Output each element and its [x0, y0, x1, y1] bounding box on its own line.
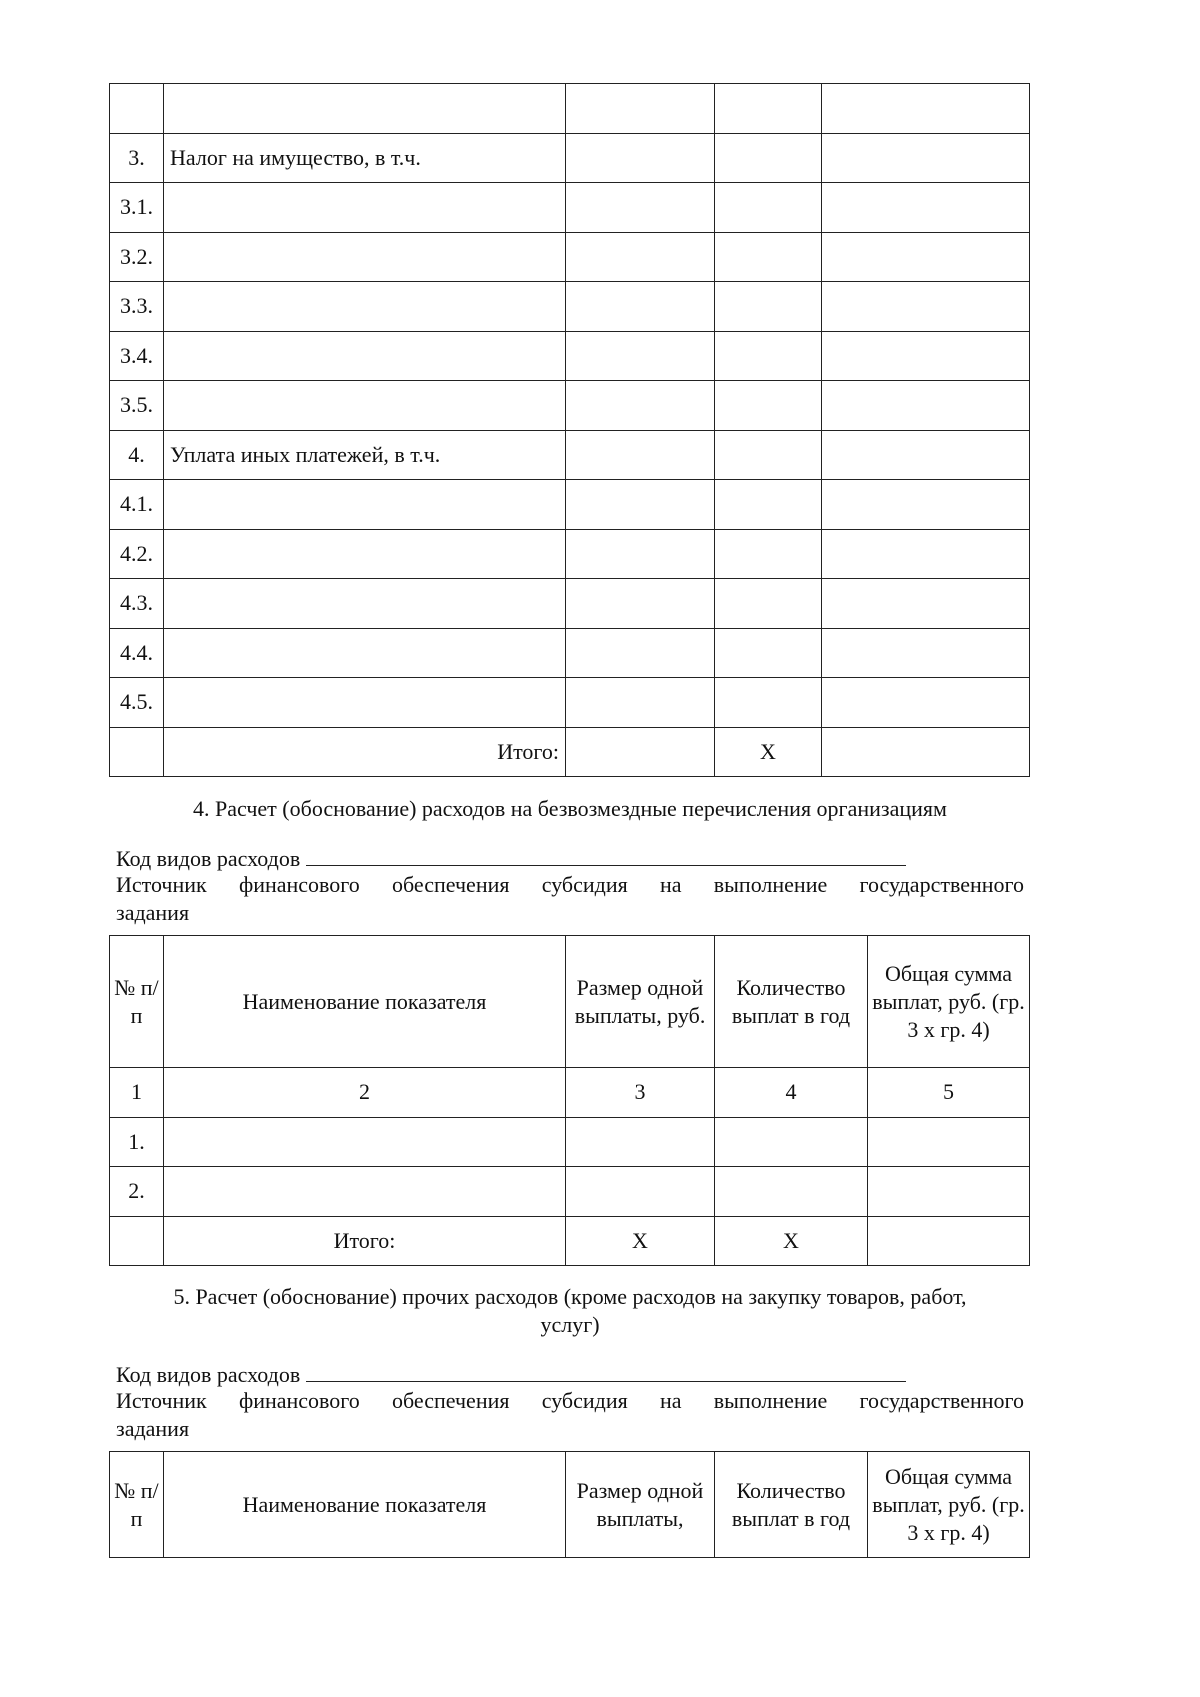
- code-label: Код видов расходов: [116, 1362, 301, 1387]
- row-number: 4.3.: [110, 579, 164, 629]
- section5-source-line2: задания: [116, 1416, 190, 1441]
- code-label: Код видов расходов: [116, 846, 301, 871]
- row-number: 1.: [110, 1117, 164, 1167]
- row-number: 4.2.: [110, 529, 164, 579]
- header-num: № п/п: [110, 936, 164, 1068]
- header-payment-count: Количество выплат в год: [715, 1452, 868, 1558]
- header-name: Наименование показателя: [164, 1452, 566, 1558]
- total-cell-x: Х: [566, 1216, 715, 1266]
- table-row: [110, 133, 1030, 183]
- column-numbers-row: [110, 1068, 1030, 1118]
- row-number: 3.: [110, 133, 164, 183]
- row-name: [164, 84, 566, 134]
- col-num: 3: [566, 1068, 715, 1118]
- row-name: [164, 480, 566, 530]
- table-row: [110, 678, 1030, 728]
- header-total-sum: Общая сумма выплат, руб. (гр. 3 х гр. 4): [868, 936, 1030, 1068]
- table-row: [110, 84, 1030, 134]
- header-payment-count: Количество выплат в год: [715, 936, 868, 1068]
- table-row: [110, 529, 1030, 579]
- table-row: [110, 183, 1030, 233]
- row-number: 3.4.: [110, 331, 164, 381]
- total-row: [110, 727, 1030, 777]
- row-name: [164, 678, 566, 728]
- free-transfers-table: [109, 935, 1030, 1266]
- section5-code-line: [116, 1359, 1024, 1389]
- table-row: [110, 381, 1030, 431]
- section4-code-line: [116, 843, 1024, 873]
- table-row: [110, 628, 1030, 678]
- total-cell-x: Х: [715, 727, 822, 777]
- col-num: 5: [868, 1068, 1030, 1118]
- row-number: 3.1.: [110, 183, 164, 233]
- section5-heading-line1: 5. Расчет (обоснование) прочих расходов (кроме расходов на закупку товаров, работ,: [173, 1284, 967, 1309]
- row-name: [164, 282, 566, 332]
- col-num: 1: [110, 1068, 164, 1118]
- section5-heading-line2: услуг): [540, 1312, 600, 1337]
- section5-source-line1: Источник финансового обеспечения субсидия на выполнение государственного: [116, 1388, 1024, 1413]
- section4-heading: 4. Расчет (обоснование) расходов на безвозмездные перечисления организациям: [193, 796, 947, 821]
- header-total-sum: Общая сумма выплат, руб. (гр. 3 х гр. 4): [868, 1452, 1030, 1558]
- table-row: [110, 1117, 1030, 1167]
- header-num: № п/п: [110, 1452, 164, 1558]
- row-name: [164, 331, 566, 381]
- header-payment-size: Размер одной выплаты, руб.: [566, 936, 715, 1068]
- row-number: 4.: [110, 430, 164, 480]
- header-payment-size: Размер одной выплаты,: [566, 1452, 715, 1558]
- row-number: 3.2.: [110, 232, 164, 282]
- col-num: 4: [715, 1068, 868, 1118]
- row-number: 3.3.: [110, 282, 164, 332]
- row-number: 4.1.: [110, 480, 164, 530]
- table-row: [110, 430, 1030, 480]
- tax-payments-table: [109, 83, 1030, 777]
- row-number: [110, 84, 164, 134]
- header-row: [110, 936, 1030, 1068]
- row-name: Налог на имущество, в т.ч.: [164, 133, 566, 183]
- row-name: [164, 232, 566, 282]
- section4-source-line1: Источник финансового обеспечения субсидия на выполнение государственного: [116, 872, 1024, 897]
- table-row: [110, 1167, 1030, 1217]
- row-number: 4.4.: [110, 628, 164, 678]
- table-row: [110, 480, 1030, 530]
- row-name: [164, 183, 566, 233]
- col-num: 2: [164, 1068, 566, 1118]
- total-label: Итого:: [164, 1216, 566, 1266]
- table-row: [110, 331, 1030, 381]
- table-row: [110, 579, 1030, 629]
- other-expenses-table: [109, 1451, 1030, 1558]
- row-name: Уплата иных платежей, в т.ч.: [164, 430, 566, 480]
- table-row: [110, 282, 1030, 332]
- header-name: Наименование показателя: [164, 936, 566, 1068]
- row-number: 3.5.: [110, 381, 164, 431]
- code-underline: [306, 843, 906, 866]
- row-number: 4.5.: [110, 678, 164, 728]
- row-name: [164, 381, 566, 431]
- total-row: [110, 1216, 1030, 1266]
- total-cell-x: Х: [715, 1216, 868, 1266]
- total-label: Итого:: [164, 727, 566, 777]
- row-number: 2.: [110, 1167, 164, 1217]
- section4-source-line2: задания: [116, 900, 190, 925]
- code-underline: [306, 1359, 906, 1382]
- table-row: [110, 232, 1030, 282]
- header-row: [110, 1452, 1030, 1558]
- row-name: [164, 579, 566, 629]
- row-name: [164, 529, 566, 579]
- row-name: [164, 628, 566, 678]
